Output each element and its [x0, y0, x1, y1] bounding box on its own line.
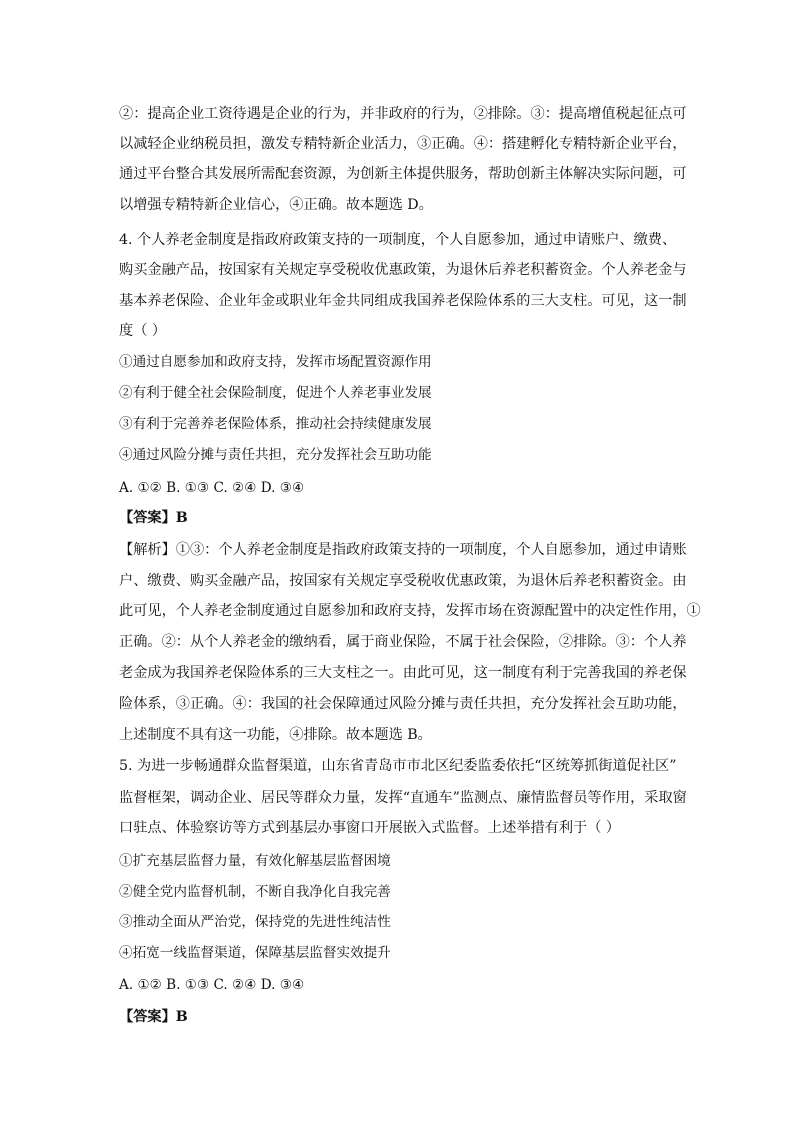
analysis-text: 老金成为我国养老保险体系的三大支柱之一。由此可见，这一制度有利于完善我国的养老保: [119, 665, 687, 681]
answer-label: 【答案】B: [119, 510, 188, 526]
question-4-stem: 4. 个人养老金制度是指政府政策支持的一项制度，个人自愿参加，通过申请账户、缴费、: [119, 232, 677, 248]
option-item: ④通过风险分摊与责任共担，充分发挥社会互助功能: [119, 447, 432, 463]
question-4-stem: 基本养老保险、企业年金或职业年金共同组成我国养老保险体系的三大支柱。可见，这一制: [119, 293, 687, 309]
analysis-text: 险体系，③正确。④：我国的社会保障通过风险分摊与责任共担，充分发挥社会互助功能，: [119, 696, 687, 712]
answer-choices: A. ①② B. ①③ C. ②④ D. ③④: [119, 977, 305, 993]
question-5-stem: 5. 为进一步畅通群众监督渠道，山东省青岛市市北区纪委监委依托“区统筹抓街道促社区”: [119, 758, 677, 774]
analysis-text: 此可见，个人养老金制度通过自愿参加和政府支持，发挥市场在资源配置中的决定性作用，①: [119, 603, 701, 619]
text-line: 以减轻企业纳税员担，激发专精特新企业活力，③正确。④：搭建孵化专精特新企业平台，: [119, 136, 687, 152]
analysis-text: 正确。②：从个人养老金的缴纳看，属于商业保险，不属于社会保险，②排除。③：个人养: [119, 634, 687, 650]
option-item: ②有利于健全社会保险制度，促进个人养老事业发展: [119, 385, 432, 401]
answer-choices: A. ①② B. ①③ C. ②④ D. ③④: [119, 480, 305, 496]
text-line: 以增强专精特新企业信心，④正确。故本题选 D。: [119, 197, 433, 213]
analysis-text: 上述制度不具有这一功能，④排除。故本题选 B。: [119, 727, 432, 743]
option-item: ①扩充基层监督力量，有效化解基层监督困境: [119, 853, 391, 869]
option-item: ①通过自愿参加和政府支持，发挥市场配置资源作用: [119, 354, 432, 370]
option-item: ③推动全面从严治党，保持党的先进性纯洁性: [119, 914, 391, 930]
answer-label: 【答案】B: [119, 1009, 188, 1025]
question-4-stem: 购买金融产品，按国家有关规定享受税收优惠政策，为退休后养老积蓄资金。个人养老金与: [119, 262, 687, 278]
question-5-stem: 口驻点、体验察访等方式到基层办事窗口开展嵌入式监督。上述举措有利于（ ）: [119, 820, 621, 836]
option-item: ②健全党内监督机制，不断自我净化自我完善: [119, 884, 391, 900]
analysis-text: 户、缴费、购买金融产品，按国家有关规定享受税收优惠政策，为退休后养老积蓄资金。由: [119, 573, 687, 589]
text-line: 通过平台整合其发展所需配套资源，为创新主体提供服务，帮助创新主体解决实际问题，可: [119, 166, 687, 182]
question-4-stem: 度（ ）: [119, 323, 167, 339]
option-item: ④拓宽一线监督渠道，保障基层监督实效提升: [119, 945, 391, 961]
option-item: ③有利于完善养老保险体系，推动社会持续健康发展: [119, 416, 432, 432]
question-5-stem: 监督框架，调动企业、居民等群众力量，发挥“直通车”监测点、廉情监督员等作用，采取窗: [119, 790, 687, 806]
analysis-text: 【解析】①③：个人养老金制度是指政府政策支持的一项制度，个人自愿参加，通过申请账: [119, 542, 687, 558]
text-line: ②：提高企业工资待遇是企业的行为，并非政府的行为，②排除。③：提高增值税起征点可: [119, 106, 687, 122]
